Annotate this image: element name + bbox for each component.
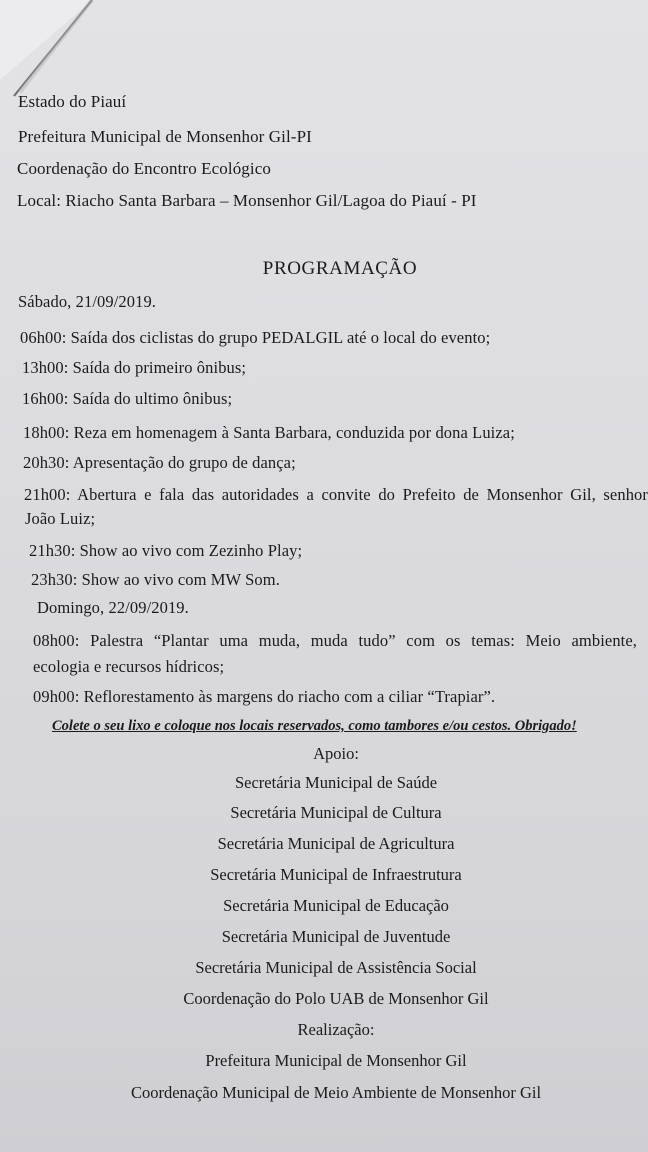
support-item: Secretária Municipal de Infraestrutura <box>210 865 462 884</box>
header-prefecture: Prefeitura Municipal de Monsenhor Gil-PI <box>18 127 312 146</box>
schedule-item: 13h00: Saída do primeiro ônibus; <box>22 358 247 377</box>
sunday-date: Domingo, 22/09/2019. <box>37 598 189 617</box>
header-coordination: Coordenação do Encontro Ecológico <box>17 159 271 178</box>
saturday-date: Sábado, 21/09/2019. <box>18 292 157 311</box>
page-title: PROGRAMAÇÃO <box>262 258 418 279</box>
header-location: Local: Riacho Santa Barbara – Monsenhor Gil/Lagoa do Piauí - PI <box>17 191 477 210</box>
realization-item: Coordenação Municipal de Meio Ambiente de Monsenhor Gil <box>130 1083 542 1102</box>
realization-label: Realização: <box>297 1020 375 1039</box>
support-item: Secretária Municipal de Agricultura <box>217 834 455 853</box>
support-item: Secretária Municipal de Educação <box>223 896 449 915</box>
support-label: Apoio: <box>313 744 359 763</box>
schedule-item: 08h00: Palestra “Plantar uma muda, muda tudo” com os temas: Meio ambiente, <box>33 631 637 650</box>
schedule-item: 21h00: Abertura e fala das autoridades a convite do Prefeito de Monsenhor Gil, senhor <box>24 485 648 504</box>
notice-text: Colete o seu lixo e coloque nos locais reservados, como tambores e/ou cestos. Obrigado! <box>52 718 577 734</box>
support-item: Secretária Municipal de Saúde <box>234 773 438 792</box>
schedule-item: 18h00: Reza em homenagem à Santa Barbara, conduzida por dona Luiza; <box>23 423 515 442</box>
schedule-item: 09h00: Reflorestamento às margens do riacho com a ciliar “Trapiar”. <box>33 687 496 706</box>
schedule-item: 06h00: Saída dos ciclistas do grupo PEDALGIL até o local do evento; <box>20 328 491 347</box>
header-state: Estado do Piauí <box>18 92 127 111</box>
schedule-item: 23h30: Show ao vivo com MW Som. <box>31 570 280 589</box>
schedule-item: 21h30: Show ao vivo com Zezinho Play; <box>29 541 303 560</box>
schedule-item: 20h30: Apresentação do grupo de dança; <box>23 453 296 472</box>
schedule-item-continuation: João Luiz; <box>25 509 96 528</box>
support-item: Secretária Municipal de Assistência Social <box>195 958 477 977</box>
support-item: Secretária Municipal de Cultura <box>230 803 442 822</box>
support-item: Coordenação do Polo UAB de Monsenhor Gil <box>183 989 489 1008</box>
realization-item: Prefeitura Municipal de Monsenhor Gil <box>205 1051 467 1070</box>
support-item: Secretária Municipal de Juventude <box>221 927 451 946</box>
schedule-item: 16h00: Saída do ultimo ônibus; <box>22 389 233 408</box>
schedule-item-continuation: ecologia e recursos hídricos; <box>33 657 225 676</box>
